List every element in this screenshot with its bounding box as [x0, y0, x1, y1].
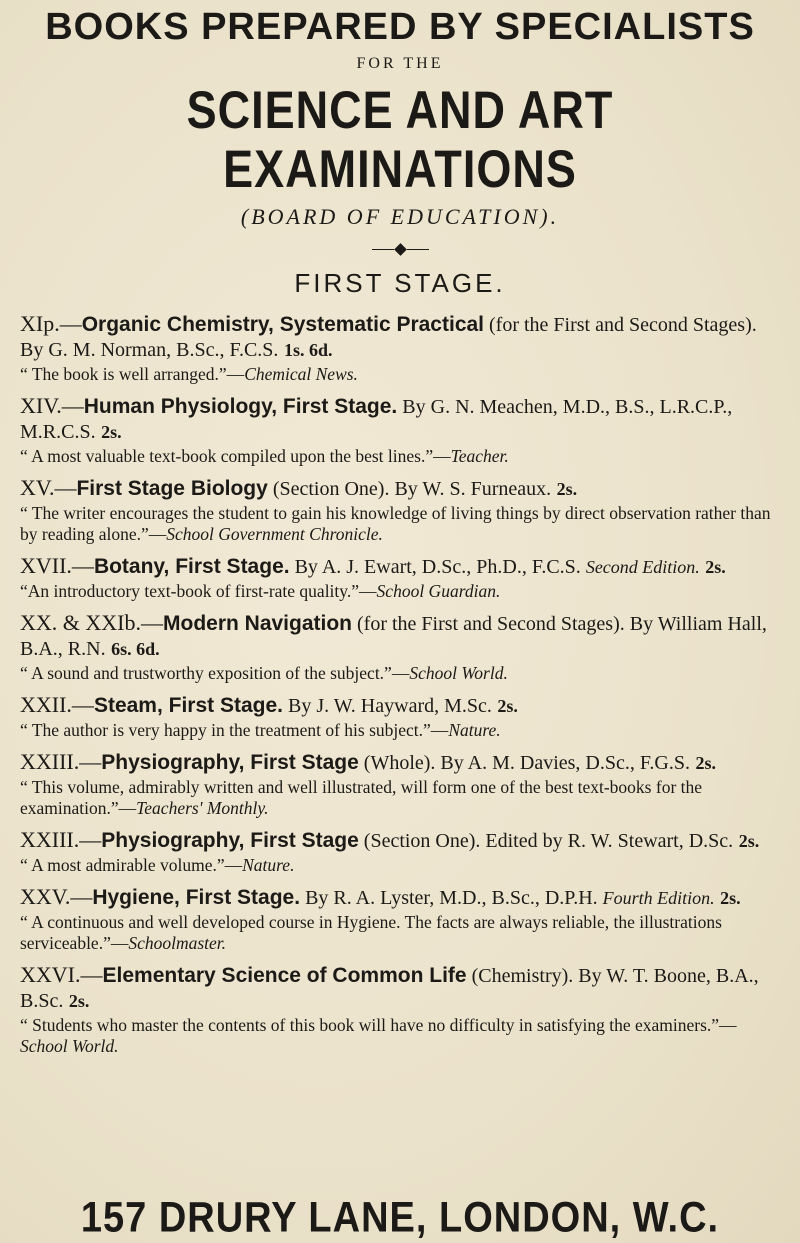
review-source: Teacher. [450, 446, 509, 466]
review-source: Chemical News. [244, 364, 358, 384]
entry-price: 2s. [720, 888, 741, 908]
book-entry [20, 394, 780, 467]
review-source: Teachers' Monthly. [136, 798, 269, 818]
entry-price: 6s. 6d. [111, 639, 160, 659]
entry-price: 2s. [556, 479, 578, 499]
entry-number: XX. & XXIb.— [20, 610, 163, 635]
entry-title: Physiography, First Stage [101, 751, 359, 774]
for-the-line: FOR THE [356, 55, 444, 72]
review-source: School Government Chronicle. [166, 524, 383, 544]
book-entry [20, 828, 780, 876]
entry-review: “ A sound and trustworthy exposition of the subject.”—School World. [20, 663, 508, 683]
entry-price: 2s. [738, 831, 760, 851]
review-source: Nature. [242, 855, 295, 875]
entry-review: “ A most admirable volume.”—Nature. [20, 855, 295, 875]
entry-details: By R. A. Lyster, M.D., B.Sc., D.P.H. [300, 887, 603, 909]
entry-price: 2s. [68, 991, 90, 1011]
entry-number: XV.— [20, 475, 77, 500]
entry-price: 2s. [497, 696, 518, 716]
entry-price: 1s. 6d. [283, 340, 333, 360]
entry-details: (Section One). By W. S. Furneaux. [267, 478, 552, 500]
publisher-address: 157 DRURY LANE, LONDON, W.C. [80, 1194, 720, 1242]
entry-price: 2s. [705, 557, 726, 577]
book-entry [20, 554, 780, 602]
entry-review: “ A most valuable text-book compiled upon the best lines.”—Teacher. [20, 446, 509, 466]
entry-title: Steam, First Stage. [93, 694, 283, 717]
entry-details: By G. N. Meachen, M.D., B.S., L.R.C.P., M.R.C.S. [20, 396, 733, 443]
first-stage-heading: FIRST STAGE. [294, 268, 506, 298]
review-source: School World. [409, 663, 508, 683]
divider-rule [372, 249, 394, 250]
book-entry [20, 693, 780, 741]
entry-review: “ This volume, admirably written and well illustrated, will form one of the best text-books for the examination.”—Teachers' Monthly. [20, 777, 703, 818]
entry-edition: Fourth Edition. [602, 888, 715, 908]
entry-title: Human Physiology, First Stage. [83, 395, 398, 418]
divider-ornament [20, 242, 780, 256]
books-heading: BOOKS PREPARED BY SPECIALISTS [45, 6, 755, 48]
entry-review: “ A continuous and well developed course in Hygiene. The facts are always reliable, the illustrations serviceable.”—Schoolmaster. [20, 912, 722, 953]
board-of-education-line: (BOARD OF EDUCATION). [240, 204, 560, 229]
entry-title: First Stage Biology [76, 477, 268, 500]
book-entry [20, 312, 780, 385]
entry-number: XIp.— [20, 311, 82, 336]
entry-number: XXV.— [20, 884, 93, 909]
entry-details: (Whole). By A. M. Davies, D.Sc., F.G.S. [358, 752, 690, 774]
review-source: School World. [20, 1036, 119, 1056]
entry-details: (Section One). Edited by R. W. Stewart, D.Sc. [358, 830, 734, 852]
book-list [20, 312, 780, 1057]
entry-details: (for the First and Second Stages). By G. M. Norman, B.Sc., F.C.S. [20, 314, 757, 361]
entry-number: XVII.— [20, 553, 94, 578]
entry-number: XXVI.— [20, 962, 103, 987]
entry-number: XXIII.— [20, 827, 102, 852]
entry-details: By A. J. Ewart, D.Sc., Ph.D., F.C.S. [289, 556, 586, 578]
entry-review: “ Students who master the contents of this book will have no difficulty in satisfying the examiners.”—School World. [20, 1015, 737, 1056]
entry-details: (Chemistry). By W. T. Boone, B.A., B.Sc. [20, 965, 759, 1012]
entry-edition: Second Edition. [585, 557, 700, 577]
review-source: Nature. [448, 720, 501, 740]
entry-title: Organic Chemistry, Systematic Practical [81, 313, 485, 336]
entry-details: By J. W. Hayward, M.Sc. [283, 695, 492, 717]
entry-number: XXII.— [20, 692, 94, 717]
entry-title: Physiography, First Stage [101, 829, 359, 852]
review-source: Schoolmaster. [128, 933, 227, 953]
entry-title: Botany, First Stage. [93, 555, 290, 578]
science-art-heading: SCIENCE AND ART EXAMINATIONS [186, 79, 614, 199]
entry-price: 2s. [101, 422, 122, 442]
entry-number: XIV.— [20, 393, 84, 418]
diamond-icon [394, 243, 407, 256]
entry-title: Hygiene, First Stage. [92, 886, 301, 909]
book-entry [20, 611, 780, 684]
entry-price: 2s. [695, 753, 716, 773]
book-entry [20, 963, 780, 1057]
entry-review: “An introductory text-book of first-rate quality.”—School Guardian. [20, 581, 501, 601]
entry-review: “ The book is well arranged.”—Chemical News. [20, 364, 358, 384]
book-entry [20, 476, 780, 545]
book-entry [20, 750, 780, 819]
entry-title: Elementary Science of Common Life [102, 964, 467, 987]
entry-review: “ The author is very happy in the treatment of his subject.”—Nature. [20, 720, 501, 740]
entry-title: Modern Navigation [163, 612, 353, 635]
divider-rule [407, 249, 429, 250]
review-source: School Guardian. [376, 581, 501, 601]
book-entry [20, 885, 780, 954]
entry-number: XXIII.— [20, 749, 102, 774]
entry-review: “ The writer encourages the student to gain his knowledge of living things by direct observation rather than by reading alone.”—School Government Chronicle. [20, 503, 771, 544]
entry-details: (for the First and Second Stages). By William Hall, B.A., R.N. [20, 613, 767, 660]
